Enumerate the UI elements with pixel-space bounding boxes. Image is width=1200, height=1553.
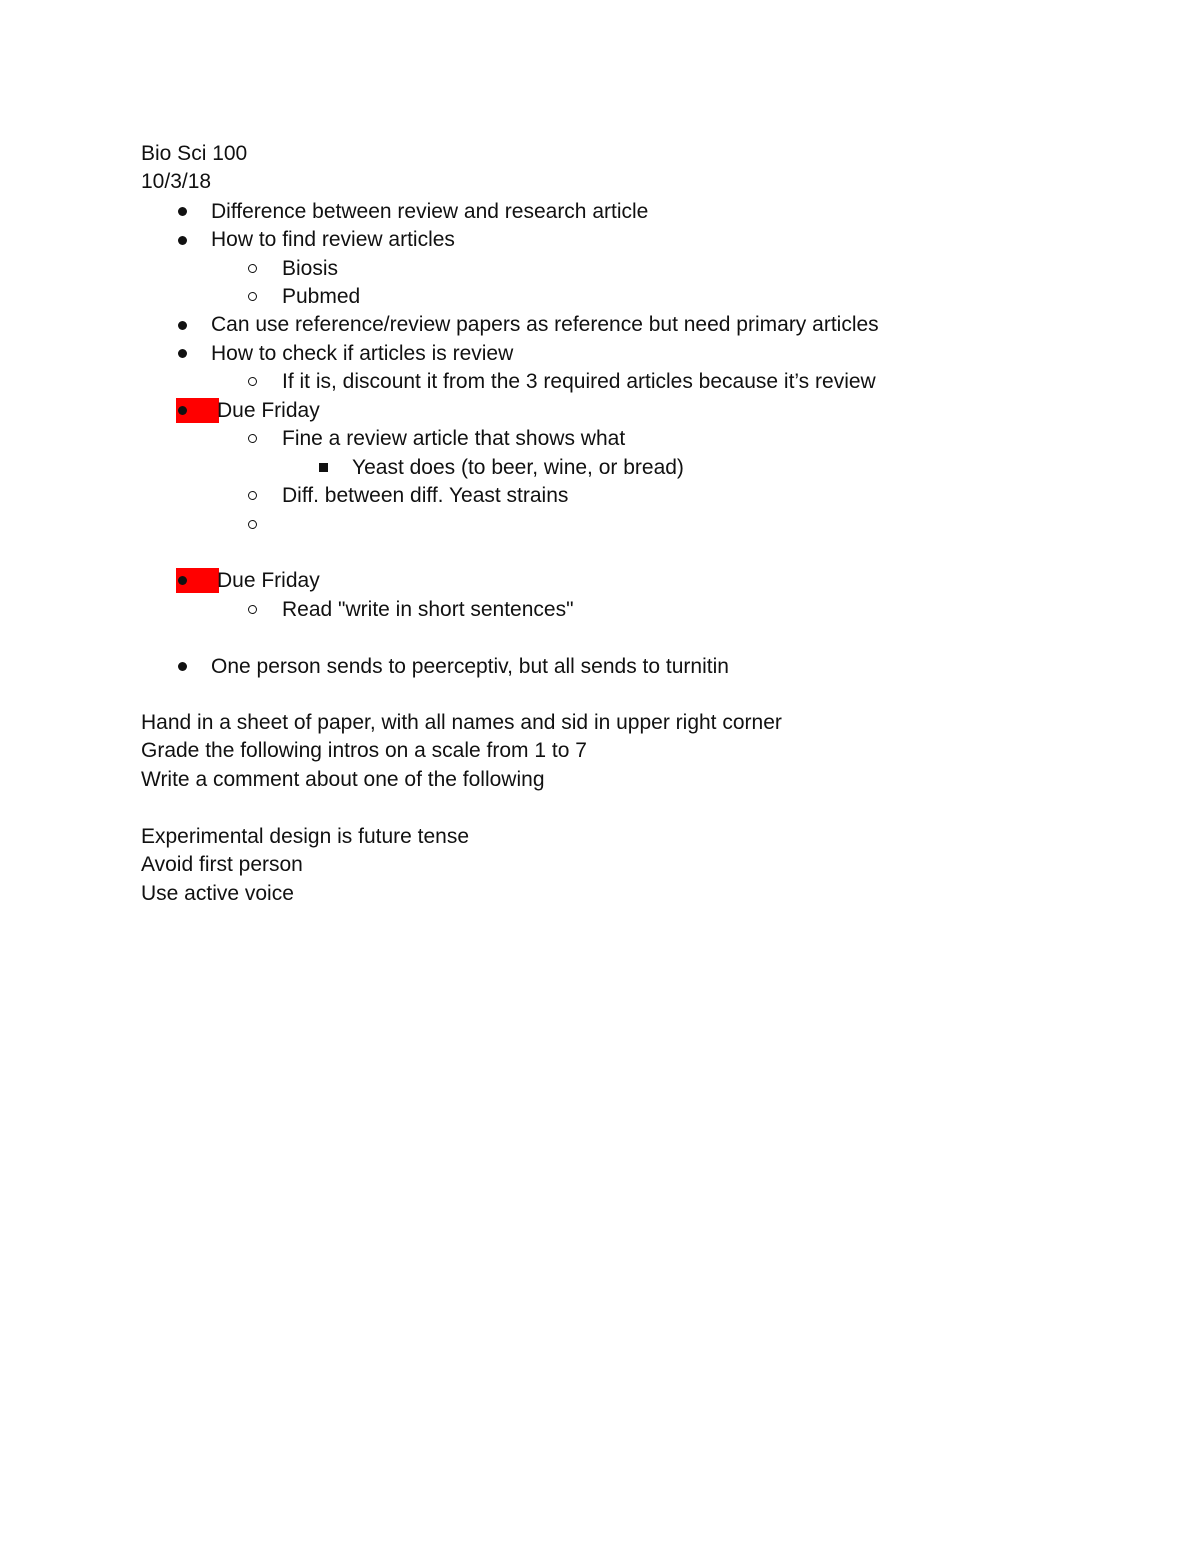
disc-bullet-icon [178, 349, 187, 358]
circle-bullet-icon [248, 520, 257, 529]
circle-bullet-icon [248, 377, 257, 386]
list-item: Fine a review article that shows what [282, 427, 626, 450]
disc-bullet-icon [178, 406, 187, 415]
note-date: 10/3/18 [141, 170, 212, 193]
disc-bullet-icon [178, 576, 187, 585]
paragraph-line: Write a comment about one of the following [141, 768, 545, 791]
square-bullet-icon [319, 463, 328, 472]
list-item: Can use reference/review papers as reference but need primary articles [211, 313, 879, 336]
list-item: Due Friday [217, 569, 320, 592]
disc-bullet-icon [178, 321, 187, 330]
circle-bullet-icon [248, 292, 257, 301]
list-item: Read "write in short sentences" [282, 598, 574, 621]
list-item: Yeast does (to beer, wine, or bread) [352, 456, 684, 479]
list-item: How to find review articles [211, 228, 455, 251]
paragraph-line: Experimental design is future tense [141, 825, 470, 848]
paragraph-line: Grade the following intros on a scale from 1 to 7 [141, 739, 587, 762]
circle-bullet-icon [248, 605, 257, 614]
list-item: If it is, discount it from the 3 required articles because it’s review [282, 370, 876, 393]
circle-bullet-icon [248, 434, 257, 443]
circle-bullet-icon [248, 491, 257, 500]
paragraph-line: Use active voice [141, 882, 294, 905]
list-item: One person sends to peerceptiv, but all sends to turnitin [211, 655, 729, 678]
list-item: Difference between review and research article [211, 200, 649, 223]
paragraph-line: Avoid first person [141, 853, 303, 876]
circle-bullet-icon [248, 264, 257, 273]
disc-bullet-icon [178, 662, 187, 671]
list-item: Diff. between diff. Yeast strains [282, 484, 569, 507]
course-title: Bio Sci 100 [141, 142, 248, 165]
paragraph-line: Hand in a sheet of paper, with all names and sid in upper right corner [141, 711, 782, 734]
disc-bullet-icon [178, 207, 187, 216]
list-item: Biosis [282, 257, 339, 280]
list-item: Due Friday [217, 399, 320, 422]
disc-bullet-icon [178, 236, 187, 245]
list-item: How to check if articles is review [211, 342, 514, 365]
list-item: Pubmed [282, 285, 361, 308]
